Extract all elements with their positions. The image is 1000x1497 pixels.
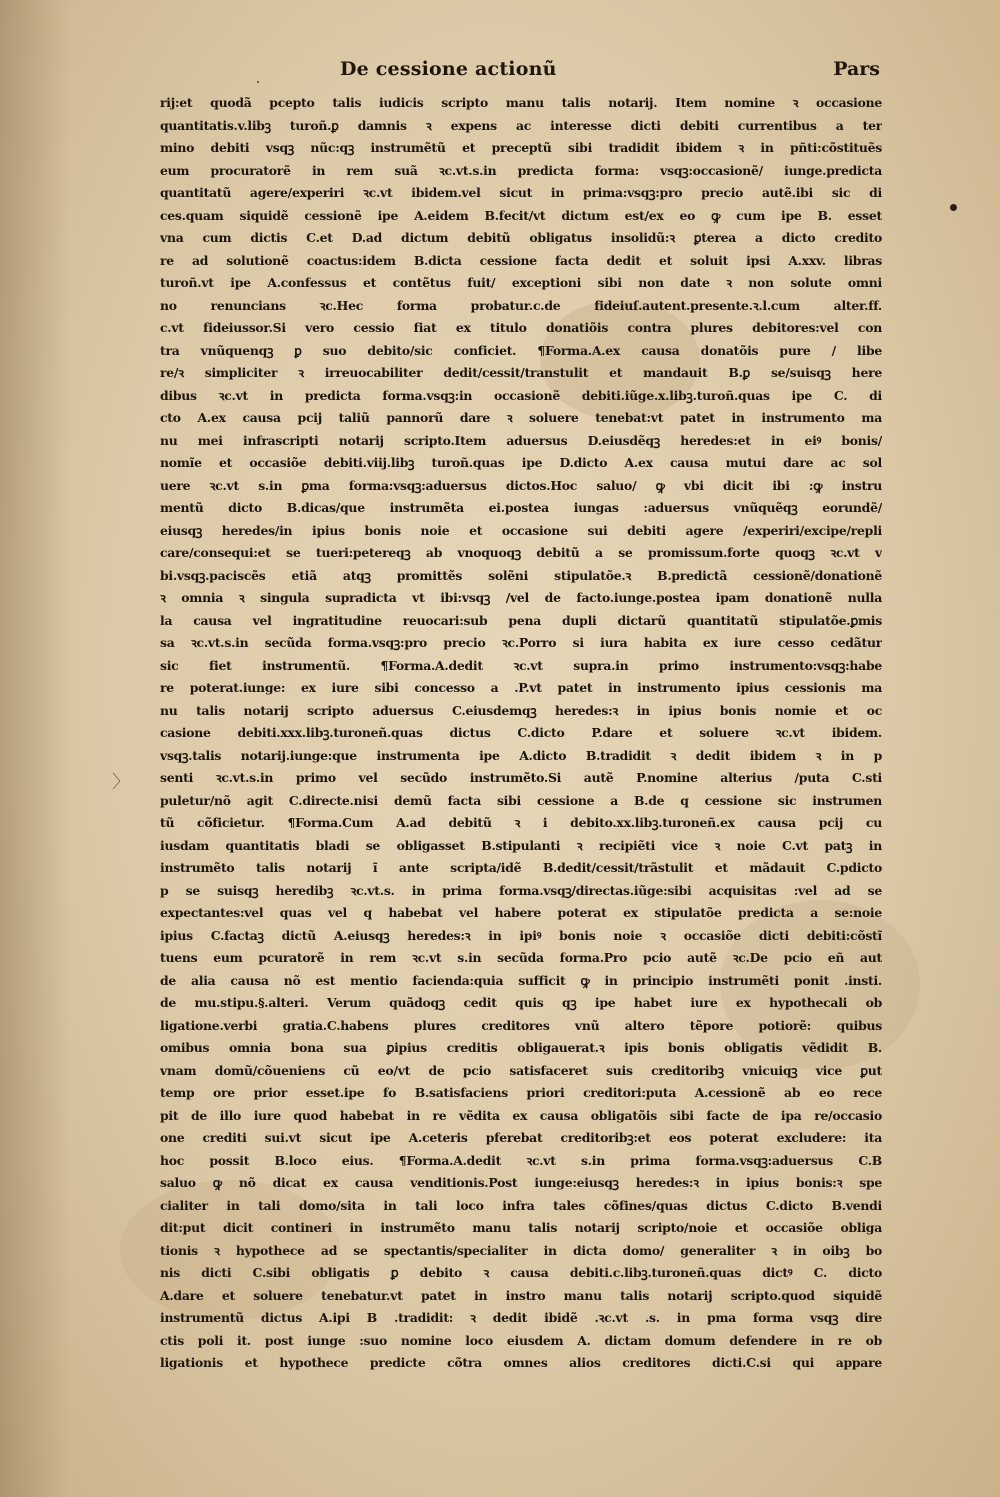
- signature-mark: ·: [256, 76, 260, 89]
- text-column: [160, 92, 882, 1375]
- page-edge-shadow: [0, 0, 70, 1497]
- text-line: cto A.ex causa pcij taliũ pannorũ dare ꝛ soluere tenebat:vt patet in instrumento ma: [160, 410, 882, 425]
- text-line: cialiter in tali domo/sita in tali loco infra tales cõfines/quas dictus C.dicto B.vendi: [160, 1197, 882, 1213]
- text-line: tũ cõficietur. ¶Forma.Cum A.ad debitũ ꝛ i debito.xx.libꝫ.turoneñ.ex causa pcij cu: [160, 815, 882, 830]
- text-line: instrumentũ dictus A.ipi B .tradidit: ꝛ dedit ibidẽ .ꝛc.vt .s. in pma forma vsqꝫ dire: [160, 1310, 882, 1325]
- margin-mark: 〉: [112, 772, 130, 793]
- text-line: la causa vel ingratitudine reuocari:sub pena dupli dictarũ quantitatũ stipulatõe.ꝑmis: [160, 612, 882, 628]
- text-line: pit de illo iure quod habebat in re vẽdita ex causa obligatõis sibi facte de ipa re/occasio: [160, 1107, 882, 1123]
- text-line: tra vnũquenqꝫ ꝑ suo debito/sic conficiet. ¶Forma.A.ex causa donatõis pure / libe: [160, 342, 882, 358]
- text-line: mentũ dicto B.dicas/que instrumẽta ei.postea iungas :aduersus vnũquẽqꝫ eorundẽ/: [160, 500, 882, 515]
- ink-blot: [950, 204, 957, 211]
- text-line: hoc possit B.loco eius. ¶Forma.A.dedit ꝛc.vt s.in prima forma.vsqꝫ:aduersus C.B: [160, 1152, 882, 1168]
- text-line: puletur/nõ agit C.directe.nisi demũ facta sibi cessione a B.de q cessione sic instrumen: [160, 792, 882, 808]
- text-line: rij:et quodã pcepto talis iudicis scripto manu talis notarij. Item nomine ꝛ occasione: [160, 95, 882, 110]
- text-line: nis dicti C.sibi obligatis ꝑ debito ꝛ causa debiti.c.libꝫ.turoneñ.quas dictꝰ C. dicto: [160, 1265, 882, 1280]
- text-line: p se suisqꝫ heredibꝫ ꝛc.vt.s. in prima forma.vsqꝫ/directas.iũge:sibi acquisitas :vel ad se: [160, 882, 882, 898]
- text-line: turoñ.vt ipe A.confessus et contẽtus fuit/ exceptioni sibi non date ꝛ non solute omni: [160, 275, 882, 290]
- text-line: re poterat.iunge: ex iure sibi concesso a .P.vt patet in instrumento ipius cessionis ma: [160, 680, 882, 695]
- text-line: ligatione.verbi gratia.C.habens plures creditores vnũ altero tẽpore potiorẽ: quibus: [160, 1017, 882, 1033]
- text-line: de alia causa nõ est mentio facienda:quia sufficit ꝙ in principio instrumẽti ponit .insti.: [160, 972, 882, 988]
- text-line: one crediti sui.vt sicut ipe A.ceteris pferebat creditoribꝫ:et eos poterat excludere: ita: [160, 1130, 882, 1145]
- text-line: nomĩe et occasiõe debiti.viij.libꝫ turoñ.quas ipe D.dicto A.ex causa mutui dare ac sol: [160, 455, 882, 470]
- text-line: iusdam quantitatis bladi se obligasset B.stipulanti ꝛ recipiẽti vice ꝛ noie C.vt patꝫ in: [160, 837, 882, 853]
- text-line: ipius C.factaꝫ dictũ A.eiusqꝫ heredes:ꝛ in ipiꝰ bonis noie ꝛ occasiõe dicti debiti:cõstĩ: [160, 927, 882, 943]
- text-line: quantitatũ agere/experiri ꝛc.vt ibidem.vel sicut in prima:vsqꝫ:pro precio autẽ.ibi sic di: [160, 185, 882, 200]
- text-line: ꝛ omnia ꝛ singula supradicta vt ibi:vsqꝫ /vel de facto.iunge.postea ipam donationẽ nulla: [160, 590, 882, 605]
- text-line: c.vt fideiussor.Si vero cessio fiat ex titulo donatiõis contra plures debitores:vel con: [160, 320, 882, 335]
- text-line: temp ore prior esset.ipe fo B.satisfaciens priori creditori:puta A.cessionẽ ab eo rece: [160, 1085, 882, 1100]
- text-line: dibus ꝛc.vt in predicta forma.vsqꝫ:in occasionẽ debiti.iũge.x.libꝫ.turoñ.quas ipe C. di: [160, 387, 882, 403]
- text-line: ces.quam siquidẽ cessionẽ ipe A.eidem B.fecit/vt dictum est/ex eo ꝙ cum ipe B. esset: [160, 207, 882, 223]
- text-line: nu mei infrascripti notarij scripto.Item aduersus D.eiusdẽqꝫ heredes:et in eiꝰ bonis/: [160, 432, 882, 448]
- running-head-title: De cessione actionũ: [340, 58, 557, 80]
- text-line: sa ꝛc.vt.s.in secũda forma.vsqꝫ:pro precio ꝛc.Porro si iura habita ex iure cesso cedãtur: [160, 635, 882, 650]
- text-line: tionis ꝛ hypothece ad se spectantis/specialiter in dicta domo/ generaliter ꝛ in oibꝫ bo: [160, 1242, 882, 1258]
- text-line: sic fiet instrumentũ. ¶Forma.A.dedit ꝛc.vt supra.in primo instrumento:vsqꝫ:habe: [160, 657, 882, 673]
- text-line: mino debiti vsqꝫ nũc:qꝫ instrumẽtũ et preceptũ sibi tradidit ibidem ꝛ in pñti:cõstituẽs: [160, 140, 882, 155]
- text-line: re ad solutionẽ coactus:idem B.dicta cessione facta dedit et soluit ipsi A.xxv. libras: [160, 252, 882, 268]
- text-line: vna cum dictis C.et D.ad dictum debitũ obligatus insolidũ:ꝛ ꝑterea a dicto credito: [160, 230, 882, 245]
- text-line: de mu.stipu.§.alteri. Verum quãdoqꝫ cedit quis qꝫ ipe habet iure ex hypothecali ob: [160, 995, 882, 1010]
- text-line: no renuncians ꝛc.Hec forma probatur.c.de fideiuſ.autent.presente.ꝛ.l.cum alter.ff.: [160, 297, 882, 313]
- text-line: omibus omnia bona sua ꝑipius creditis obligauerat.ꝛ ipis bonis obligatis vẽdidit B.: [160, 1040, 882, 1055]
- text-line: nu talis notarij scripto aduersus C.eiusdemqꝫ heredes:ꝛ in ipius bonis nomie et oc: [160, 702, 882, 718]
- text-line: quantitatis.v.libꝫ turoñ.ꝑ damnis ꝛ expens ac interesse dicti debiti currentibus a ter: [160, 117, 882, 133]
- text-line: eum procuratorẽ in rem suã ꝛc.vt.s.in predicta forma: vsqꝫ:occasionẽ/ iunge.predicta: [160, 162, 882, 178]
- text-line: instrumẽto talis notarij ĩ ante scripta/idẽ B.dedit/cessit/trãstulit et mãdauit C.pdicto: [160, 860, 882, 875]
- text-line: vsqꝫ.talis notarij.iunge:que instrumenta ipe A.dicto B.tradidit ꝛ dedit ibidem ꝛ in p: [160, 747, 882, 763]
- running-head-part: Pars: [833, 58, 880, 80]
- text-line: A.dare et soluere tenebatur.vt patet in instro manu talis notarij scripto.quod siquidẽ: [160, 1287, 882, 1303]
- text-line: ctis poli it. post iunge :suo nomine loco eiusdem A. dictam domum defendere in re ob: [160, 1332, 882, 1348]
- text-line: care/consequi:et se tueri:petereqꝫ ab vnoquoqꝫ debitũ a se promissum.forte quoqꝫ ꝛc.vt v: [160, 545, 882, 560]
- text-line: senti ꝛc.vt.s.in primo vel secũdo instrumẽto.Si autẽ P.nomine alterius /puta C.sti: [160, 770, 882, 785]
- text-line: casione debiti.xxx.libꝫ.turoneñ.quas dictus C.dicto P.dare et soluere ꝛc.vt ibidem.: [160, 725, 882, 740]
- text-line: tuens eum pcuratorẽ in rem ꝛc.vt s.in secũda forma.Pro pcio autẽ ꝛc.De pcio eñ aut: [160, 950, 882, 965]
- text-line: uere ꝛc.vt s.in ꝑma forma:vsqꝫ:aduersus dictos.Hoc saluo/ ꝙ vbi dicit ibi :ꝙ instru: [160, 477, 882, 493]
- text-line: ligationis et hypothece predicte cõtra omnes alios creditores dicti.C.si qui appare: [160, 1355, 882, 1370]
- text-line: re/ꝛ simpliciter ꝛ irreuocabiliter dedit/cessit/transtulit et mandauit B.ꝑ se/suisqꝫ here: [160, 365, 882, 380]
- text-line: eiusqꝫ heredes/in ipius bonis noie et occasione sui debiti agere /experiri/excipe/repli: [160, 522, 882, 538]
- text-line: vnam domũ/cõueniens cũ eo/vt de pcio satisfaceret suis creditoribꝫ vnicuiqꝫ vice ꝑut: [160, 1062, 882, 1078]
- text-line: saluo ꝙ nõ dicat ex causa venditionis.Post iunge:eiusqꝫ heredes:ꝛ in ipius bonis:ꝛ spe: [160, 1175, 882, 1190]
- text-line: dit:put dicit contineri in instrumẽto manu talis notarij scripto/noie et occasiõe obliga: [160, 1220, 882, 1235]
- text-line: bi.vsqꝫ.paciscẽs etiã atqꝫ promittẽs solẽni stipulatõe.ꝛ B.predictã cessionẽ/donationẽ: [160, 567, 882, 583]
- text-line: expectantes:vel quas vel q habebat vel habere poterat ex stipulatõe predicta a se:noie: [160, 905, 882, 920]
- running-head: [160, 58, 880, 90]
